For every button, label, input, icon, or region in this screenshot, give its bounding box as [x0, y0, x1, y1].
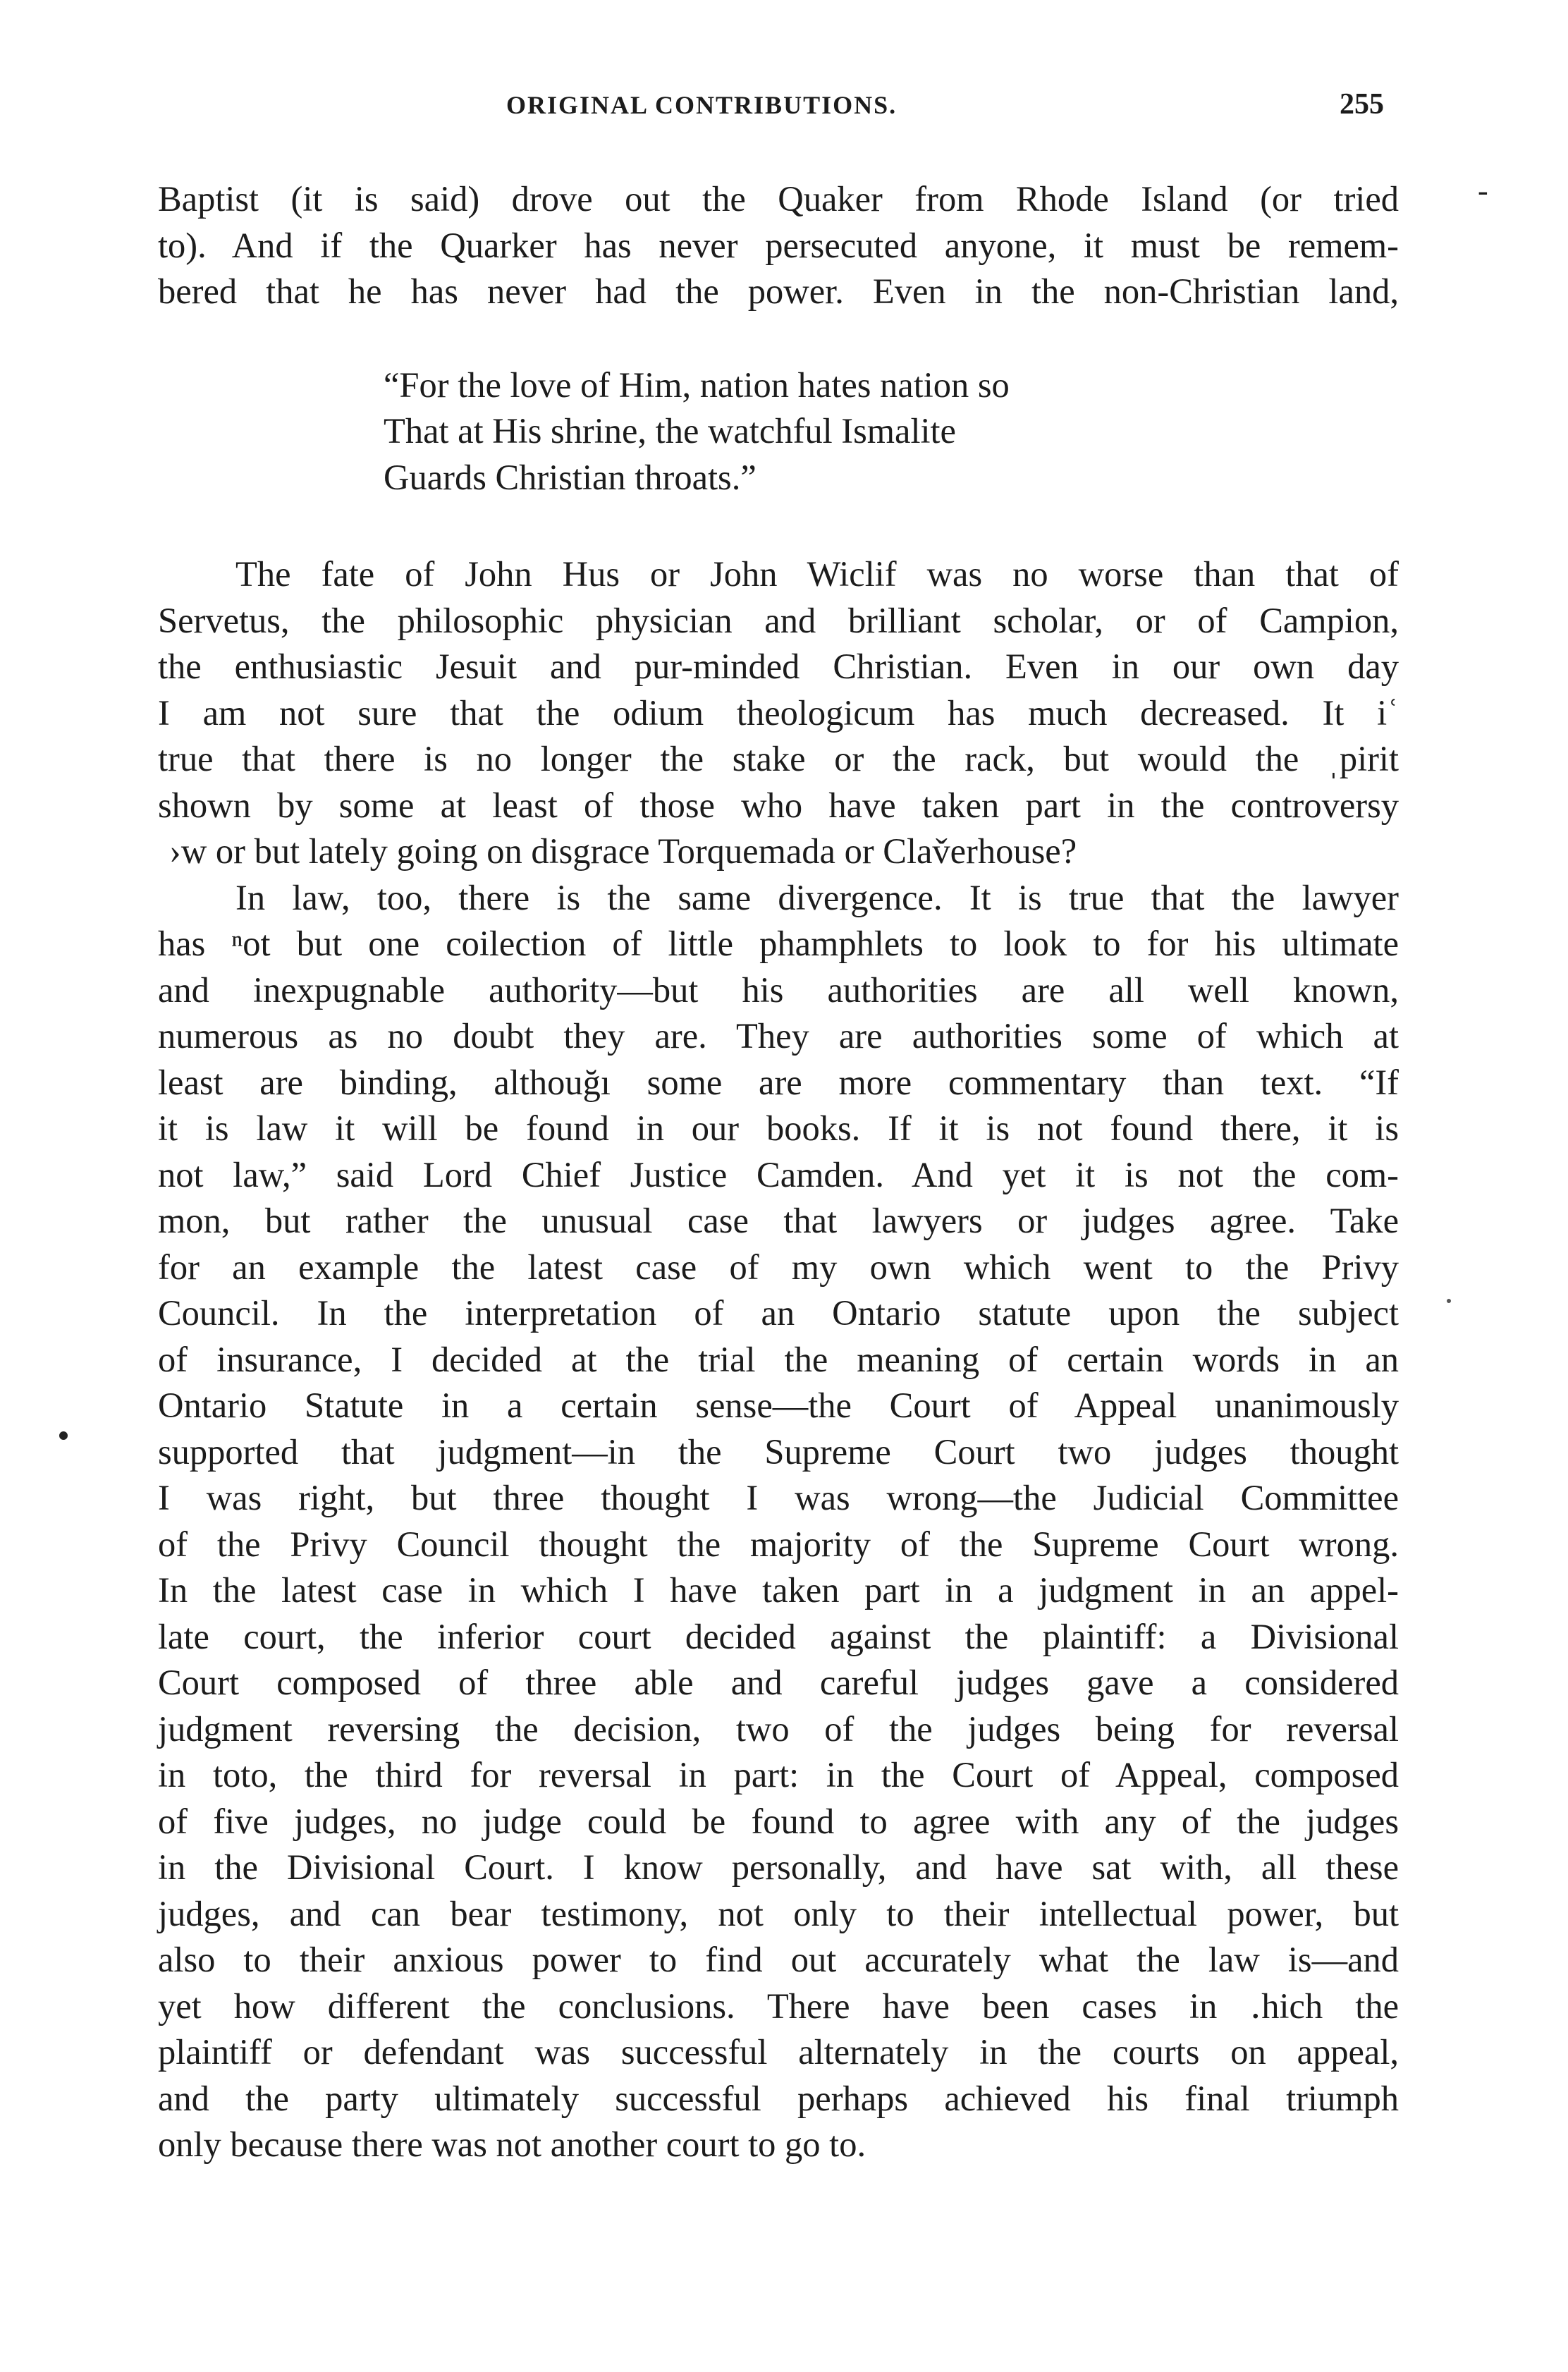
text-line: not law,” said Lord Chief Justice Camden. And yet it is not the com-	[158, 1154, 1399, 1194]
text-line: I am not sure that the odium theologicum has much decreased. It iʿ	[158, 692, 1399, 733]
text-line: The fate of John Hus or John Wiclif was no worse than that of	[235, 554, 1399, 594]
verse-line: Guards Christian throats.”	[384, 457, 757, 497]
text-line: in toto, the third for reversal in part: in the Court of Appeal, composed	[158, 1755, 1399, 1795]
text-line: for an example the latest case of my own which went to the Privy	[158, 1247, 1399, 1287]
text-line: of the Privy Council thought the majority of the Supreme Court wrong.	[158, 1524, 1399, 1564]
text-line: Council. In the interpretation of an Ontario statute upon the subject	[158, 1293, 1399, 1333]
margin-dash-mark: -	[1478, 173, 1488, 208]
text-line: judgment reversing the decision, two of the judges being for reversal	[158, 1708, 1399, 1749]
paragraph-3	[158, 875, 1399, 2168]
page-number: 255	[1340, 88, 1384, 121]
text-line: and inexpugnable authority—but his authorities are all well known,	[158, 970, 1399, 1010]
verse-line: “For the love of Him, nation hates nation so	[384, 365, 1010, 405]
margin-ink-dot	[59, 1431, 68, 1440]
text-line: In law, too, there is the same divergence. It is true that the lawyer	[235, 877, 1399, 917]
text-line: the enthusiastic Jesuit and pur-minded Christian. Even in our own day	[158, 647, 1399, 686]
text-line: Ontario Statute in a certain sense—the Court of Appeal unanimously	[158, 1386, 1399, 1425]
text-line: only because there was not another court to go to.	[158, 2125, 866, 2164]
body-text	[158, 176, 1399, 2168]
text-line: has ⁿot but one coilection of little phamphlets to look to for his ultimate	[158, 924, 1399, 963]
text-line: shown by some at least of those who have taken part in the controversy	[158, 785, 1399, 825]
text-line: of five judges, no judge could be found to agree with any of the judges	[158, 1801, 1399, 1841]
text-line: ›w or but lately going on disgrace Torquemada or Clav̌erhouse?	[169, 831, 1077, 871]
text-line: it is law it will be found in our books. If it is not found there, it is	[158, 1108, 1399, 1148]
text-line: bered that he has never had the power. Even in the non-Christian land,	[158, 271, 1399, 311]
text-line: true that there is no longer the stake or the rack, but would the ˌpirit	[158, 739, 1399, 778]
margin-speck	[1447, 1299, 1451, 1303]
text-line: least are binding, althouğı some are more commentary than text. “If	[158, 1062, 1399, 1102]
text-line: numerous as no doubt they are. They are authorities some of which at	[158, 1016, 1399, 1056]
text-line: yet how different the conclusions. There have been cases in ․hich the	[158, 1986, 1399, 2026]
text-line: supported that judgment—in the Supreme Court two judges thought	[158, 1431, 1399, 1472]
text-line: Court composed of three able and careful judges gave a considered	[158, 1663, 1399, 1702]
text-line: In the latest case in which I have taken part in a judgment in an appel-	[158, 1570, 1399, 1610]
paragraph-1	[158, 176, 1399, 315]
verse-line: That at His shrine, the watchful Ismalite	[384, 411, 956, 451]
text-line: late court, the inferior court decided against the plaintiff: a Divisional	[158, 1616, 1399, 1656]
running-header-title: ORIGINAL CONTRIBUTIONS.	[506, 91, 898, 119]
text-line: I was right, but three thought I was wrong—the Judicial Committee	[158, 1478, 1399, 1517]
text-line: and the party ultimately successful perhaps achieved his final triumph	[158, 2078, 1399, 2118]
text-line: judges, and can bear testimony, not only to their intellectual power, but	[158, 1893, 1399, 1933]
text-line: Servetus, the philosophic physician and brilliant scholar, or of Campion,	[158, 600, 1399, 640]
text-line: plaintiff or defendant was successful alternately in the courts on appeal,	[158, 2032, 1399, 2072]
text-line: also to their anxious power to find out accurately what the law is—and	[158, 1940, 1399, 1979]
paragraph-2	[158, 551, 1399, 875]
text-line: Baptist (it is said) drove out the Quaker from Rhode Island (or tried	[158, 179, 1399, 219]
text-line: in the Divisional Court. I know personally, and have sat with, all these	[158, 1847, 1399, 1887]
text-line: mon, but rather the unusual case that lawyers or judges agree. Take	[158, 1201, 1399, 1240]
text-line: to). And if the Quarker has never persecuted anyone, it must be remem-	[158, 225, 1399, 265]
text-line: of insurance, I decided at the trial the meaning of certain words in an	[158, 1339, 1399, 1379]
verse-quotation	[384, 362, 1371, 501]
